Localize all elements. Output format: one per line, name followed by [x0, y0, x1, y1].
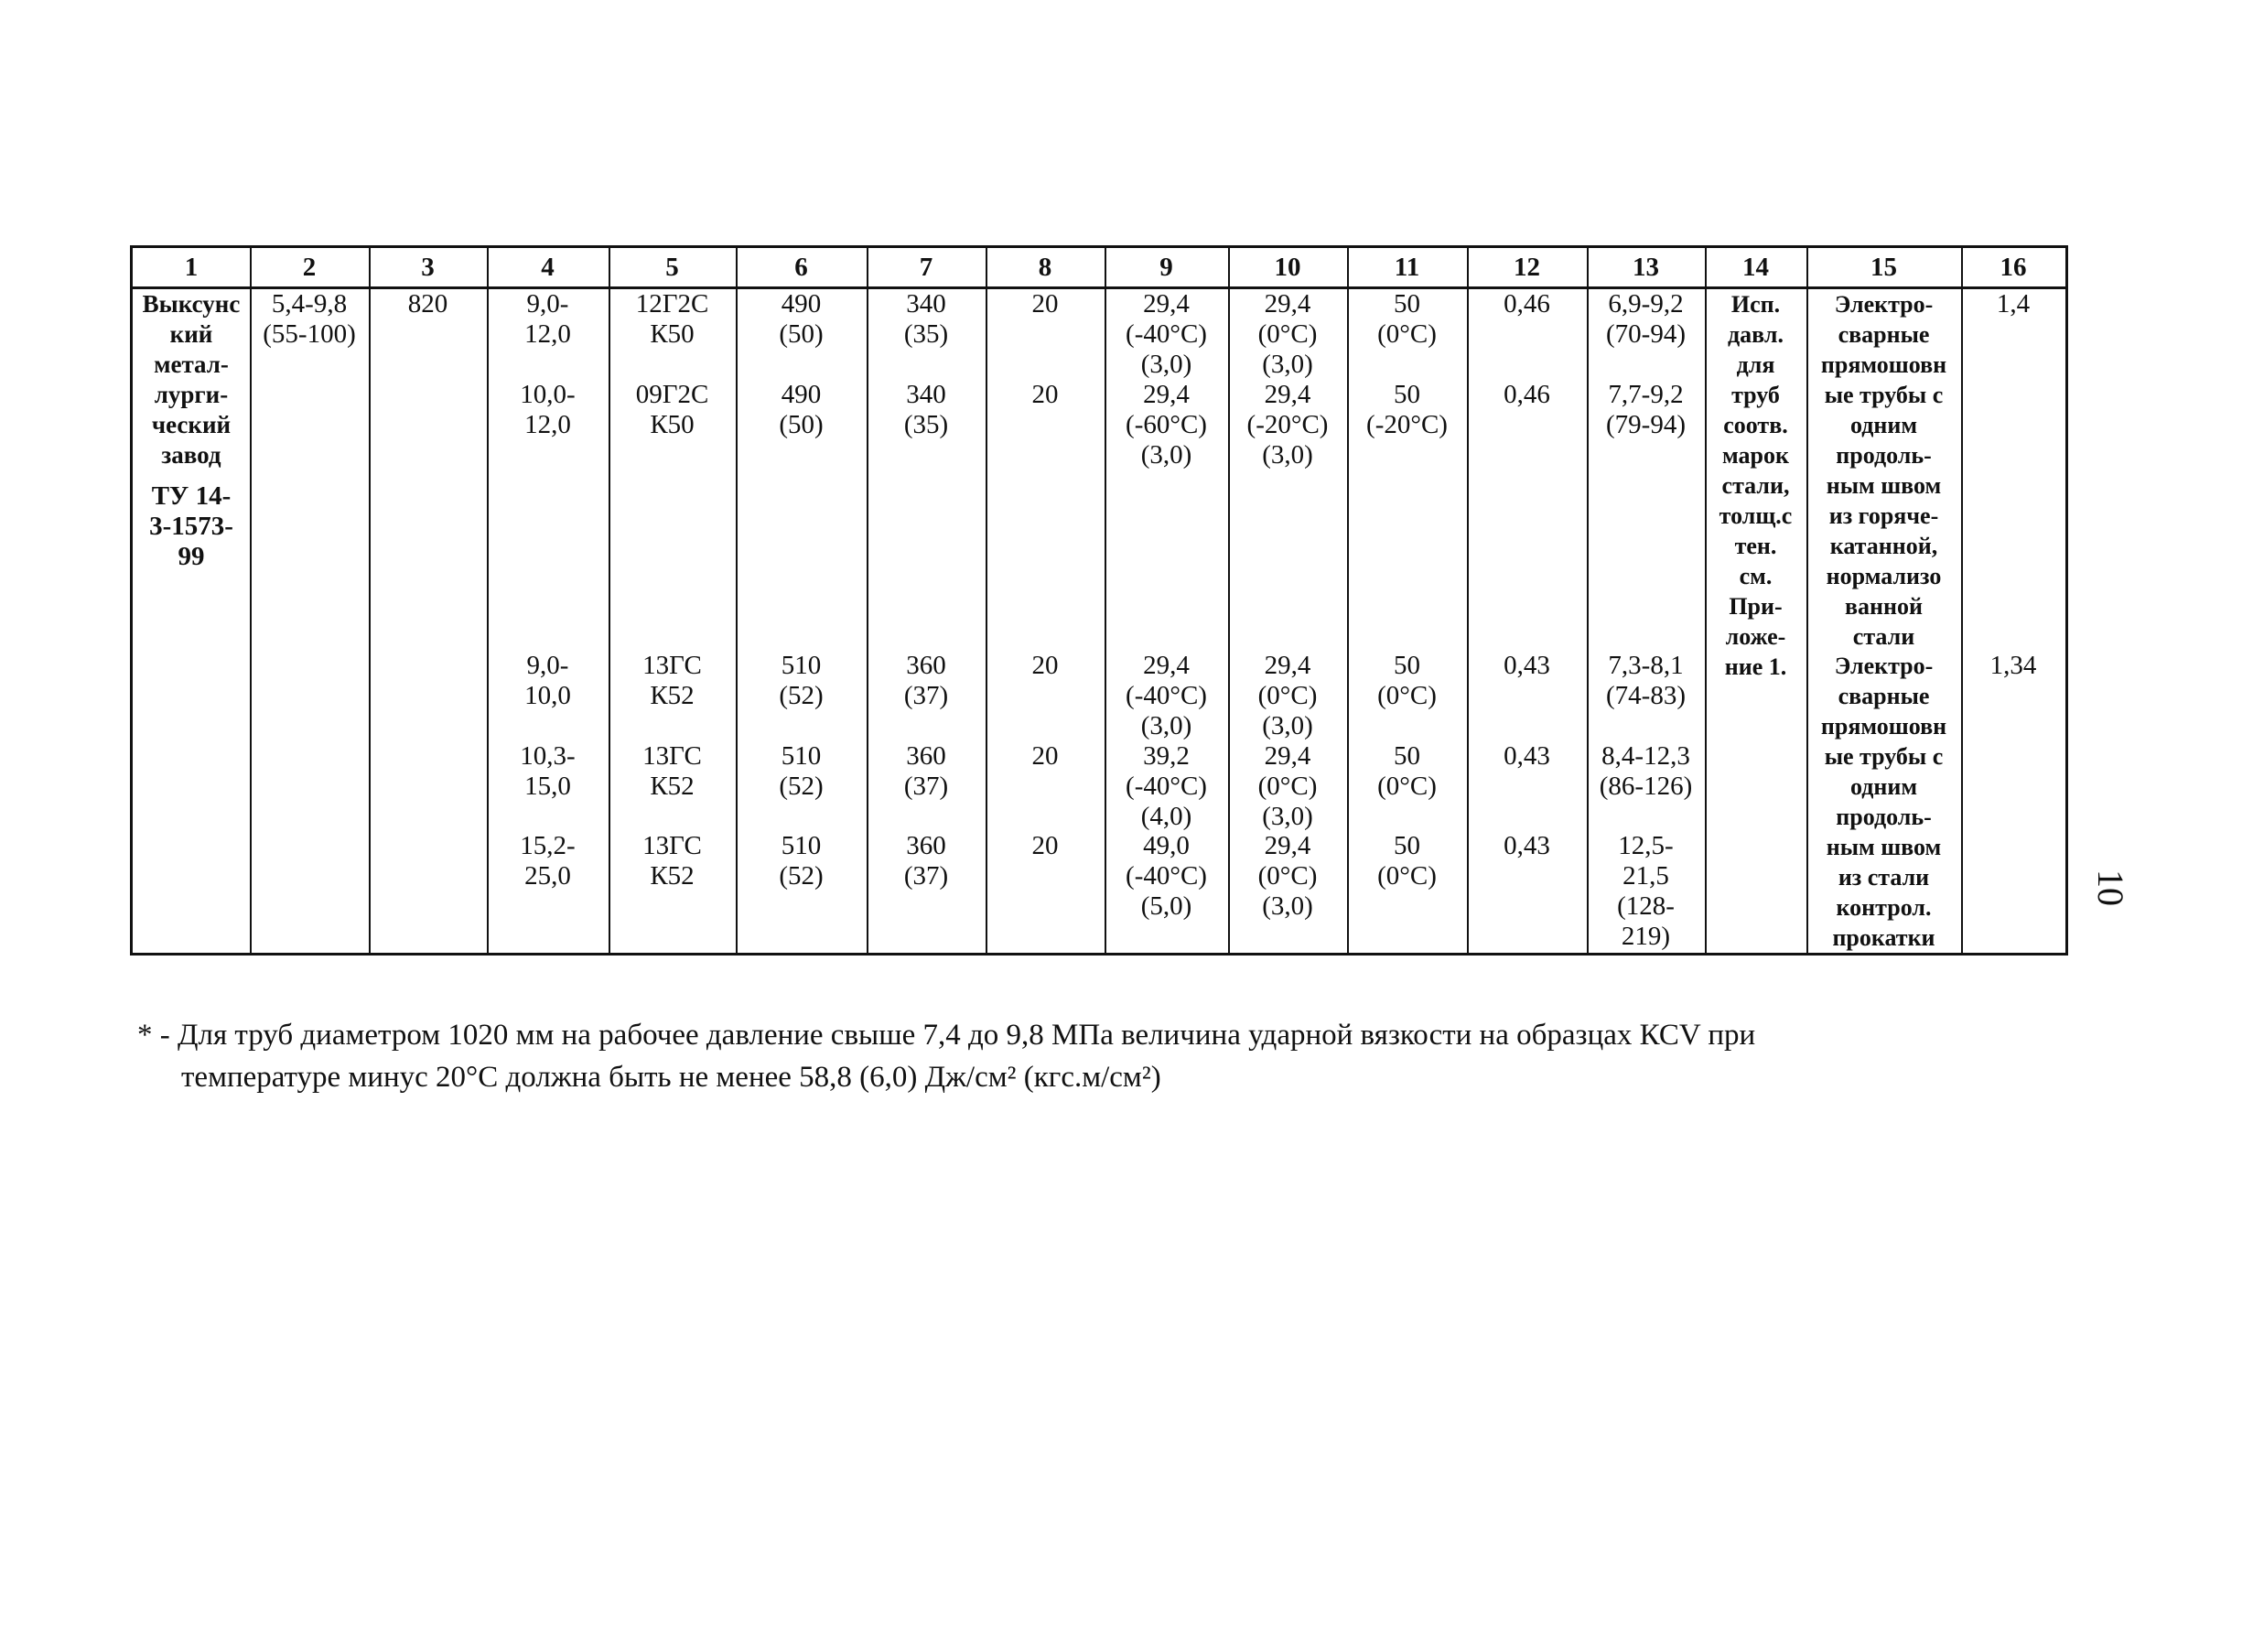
footnote-line: температуре минус 20°С должна быть не менее 58,8 (6,0) Дж/см² (кгс.м/см²)	[181, 1061, 1161, 1094]
column-number: 15	[1870, 253, 1897, 282]
yield-strength: 360 (37)	[903, 651, 949, 710]
reliability-coefficient: 1,34	[1989, 651, 2037, 680]
column-number: 1	[184, 253, 199, 282]
column-number: 8	[1038, 253, 1052, 282]
column-divider	[369, 248, 371, 953]
test-pressure: 12,5- 21,5 (128- 219)	[1617, 831, 1675, 951]
impact-strength-kcv: 29,4 (0°С) (3,0)	[1257, 741, 1318, 831]
wall-thickness: 10,3- 15,0	[520, 741, 576, 801]
steel-grade: 13ГС К52	[642, 741, 702, 801]
wall-thickness: 15,2- 25,0	[520, 831, 576, 891]
column-divider	[250, 248, 252, 953]
pipe-diameter: 820	[407, 289, 448, 319]
elongation: 20	[1031, 380, 1059, 409]
impact-strength-kcv: 29,4 (0°С) (3,0)	[1257, 289, 1318, 379]
column-number: 13	[1633, 253, 1659, 282]
column-number: 10	[1274, 253, 1301, 282]
elongation: 20	[1031, 741, 1059, 771]
yield-strength: 340 (35)	[903, 289, 949, 349]
carbon-equivalent: 0,46	[1504, 380, 1550, 409]
carbon-equivalent: 0,43	[1504, 831, 1550, 860]
impact-strength-kcu: 29,4 (-40°С) (3,0)	[1126, 289, 1207, 379]
yield-strength: 360 (37)	[903, 741, 949, 801]
tensile-strength: 510 (52)	[779, 741, 824, 801]
steel-grade: 13ГС К52	[642, 831, 702, 891]
pipe-type-description: Электро- сварные прямошовн ые трубы с одним продоль- ным швом из стали контрол. прокатки	[1820, 653, 1947, 951]
carbon-equivalent: 0,46	[1504, 289, 1550, 319]
reliability-coefficient: 1,4	[1996, 289, 2031, 319]
steel-grade: 09Г2С К50	[635, 380, 709, 439]
working-pressure-range: 5,4-9,8 (55-100)	[263, 289, 356, 349]
wall-thickness: 10,0- 12,0	[520, 380, 576, 439]
manufacturer-name: Выксунс кий метал- лурги- ческий завод	[142, 290, 241, 469]
test-pressure: 7,7-9,2 (79-94)	[1606, 380, 1686, 439]
impact-strength-kcv: 29,4 (0°С) (3,0)	[1257, 651, 1318, 740]
column-number: 3	[421, 253, 435, 282]
footnote-line: * - Для труб диаметром 1020 мм на рабочее давление свыше 7,4 до 9,8 МПа величина ударной вязкости на образцах КСV при	[137, 1019, 1756, 1052]
test-pressure: 6,9-9,2 (70-94)	[1606, 289, 1686, 349]
steel-grade: 12Г2С К50	[635, 289, 709, 349]
impact-strength-kcu: 29,4 (-40°С) (3,0)	[1126, 651, 1207, 740]
shear-fraction: 50 (0°С)	[1377, 289, 1437, 349]
impact-strength-kcv: 29,4 (-20°С) (3,0)	[1246, 380, 1329, 470]
yield-strength: 360 (37)	[903, 831, 949, 891]
tu-reference: ТУ 14- 3-1573- 99	[149, 481, 233, 571]
column-number: 16	[2000, 253, 2027, 282]
column-number: 12	[1514, 253, 1540, 282]
tensile-strength: 510 (52)	[779, 651, 824, 710]
pipe-type-description: Электро- сварные прямошовн ые трубы с одним продоль- ным швом из горяче- катанной, нормализо ванной стали	[1820, 291, 1947, 650]
tensile-strength: 510 (52)	[779, 831, 824, 891]
column-divider	[1961, 248, 1963, 953]
footnote	[137, 1014, 2059, 1098]
wall-thickness: 9,0- 12,0	[524, 289, 571, 349]
elongation: 20	[1031, 831, 1059, 860]
column-number: 2	[302, 253, 317, 282]
shear-fraction: 50 (0°С)	[1377, 741, 1437, 801]
impact-strength-kcu: 39,2 (-40°С) (4,0)	[1126, 741, 1207, 831]
column-number: 11	[1394, 253, 1420, 282]
tensile-strength: 490 (50)	[779, 289, 824, 349]
impact-strength-kcu: 29,4 (-60°С) (3,0)	[1126, 380, 1207, 470]
impact-strength-kcu: 49,0 (-40°С) (5,0)	[1126, 831, 1207, 921]
test-pressure: 7,3-8,1 (74-83)	[1606, 651, 1686, 710]
tensile-strength: 490 (50)	[779, 380, 824, 439]
elongation: 20	[1031, 651, 1059, 680]
carbon-equivalent: 0,43	[1504, 651, 1550, 680]
test-pressure: 8,4-12,3 (86-126)	[1599, 741, 1693, 801]
column-number: 14	[1742, 253, 1769, 282]
test-pressure-note: Исп. давл. для труб соотв. марок стали, толщ.с тен. см. При- ложе- ние 1.	[1719, 291, 1793, 680]
wall-thickness: 9,0- 10,0	[524, 651, 571, 710]
elongation: 20	[1031, 289, 1059, 319]
column-number: 6	[794, 253, 808, 282]
column-number: 4	[541, 253, 555, 282]
column-number: 9	[1159, 253, 1173, 282]
steel-grade: 13ГС К52	[642, 651, 702, 710]
column-number: 5	[665, 253, 679, 282]
page-number: 10	[2090, 869, 2131, 906]
specification-table	[130, 245, 2068, 956]
shear-fraction: 50 (-20°С)	[1366, 380, 1448, 439]
column-number: 7	[919, 253, 933, 282]
yield-strength: 340 (35)	[903, 380, 949, 439]
carbon-equivalent: 0,43	[1504, 741, 1550, 771]
shear-fraction: 50 (0°С)	[1377, 651, 1437, 710]
shear-fraction: 50 (0°С)	[1377, 831, 1437, 891]
impact-strength-kcv: 29,4 (0°С) (3,0)	[1257, 831, 1318, 921]
